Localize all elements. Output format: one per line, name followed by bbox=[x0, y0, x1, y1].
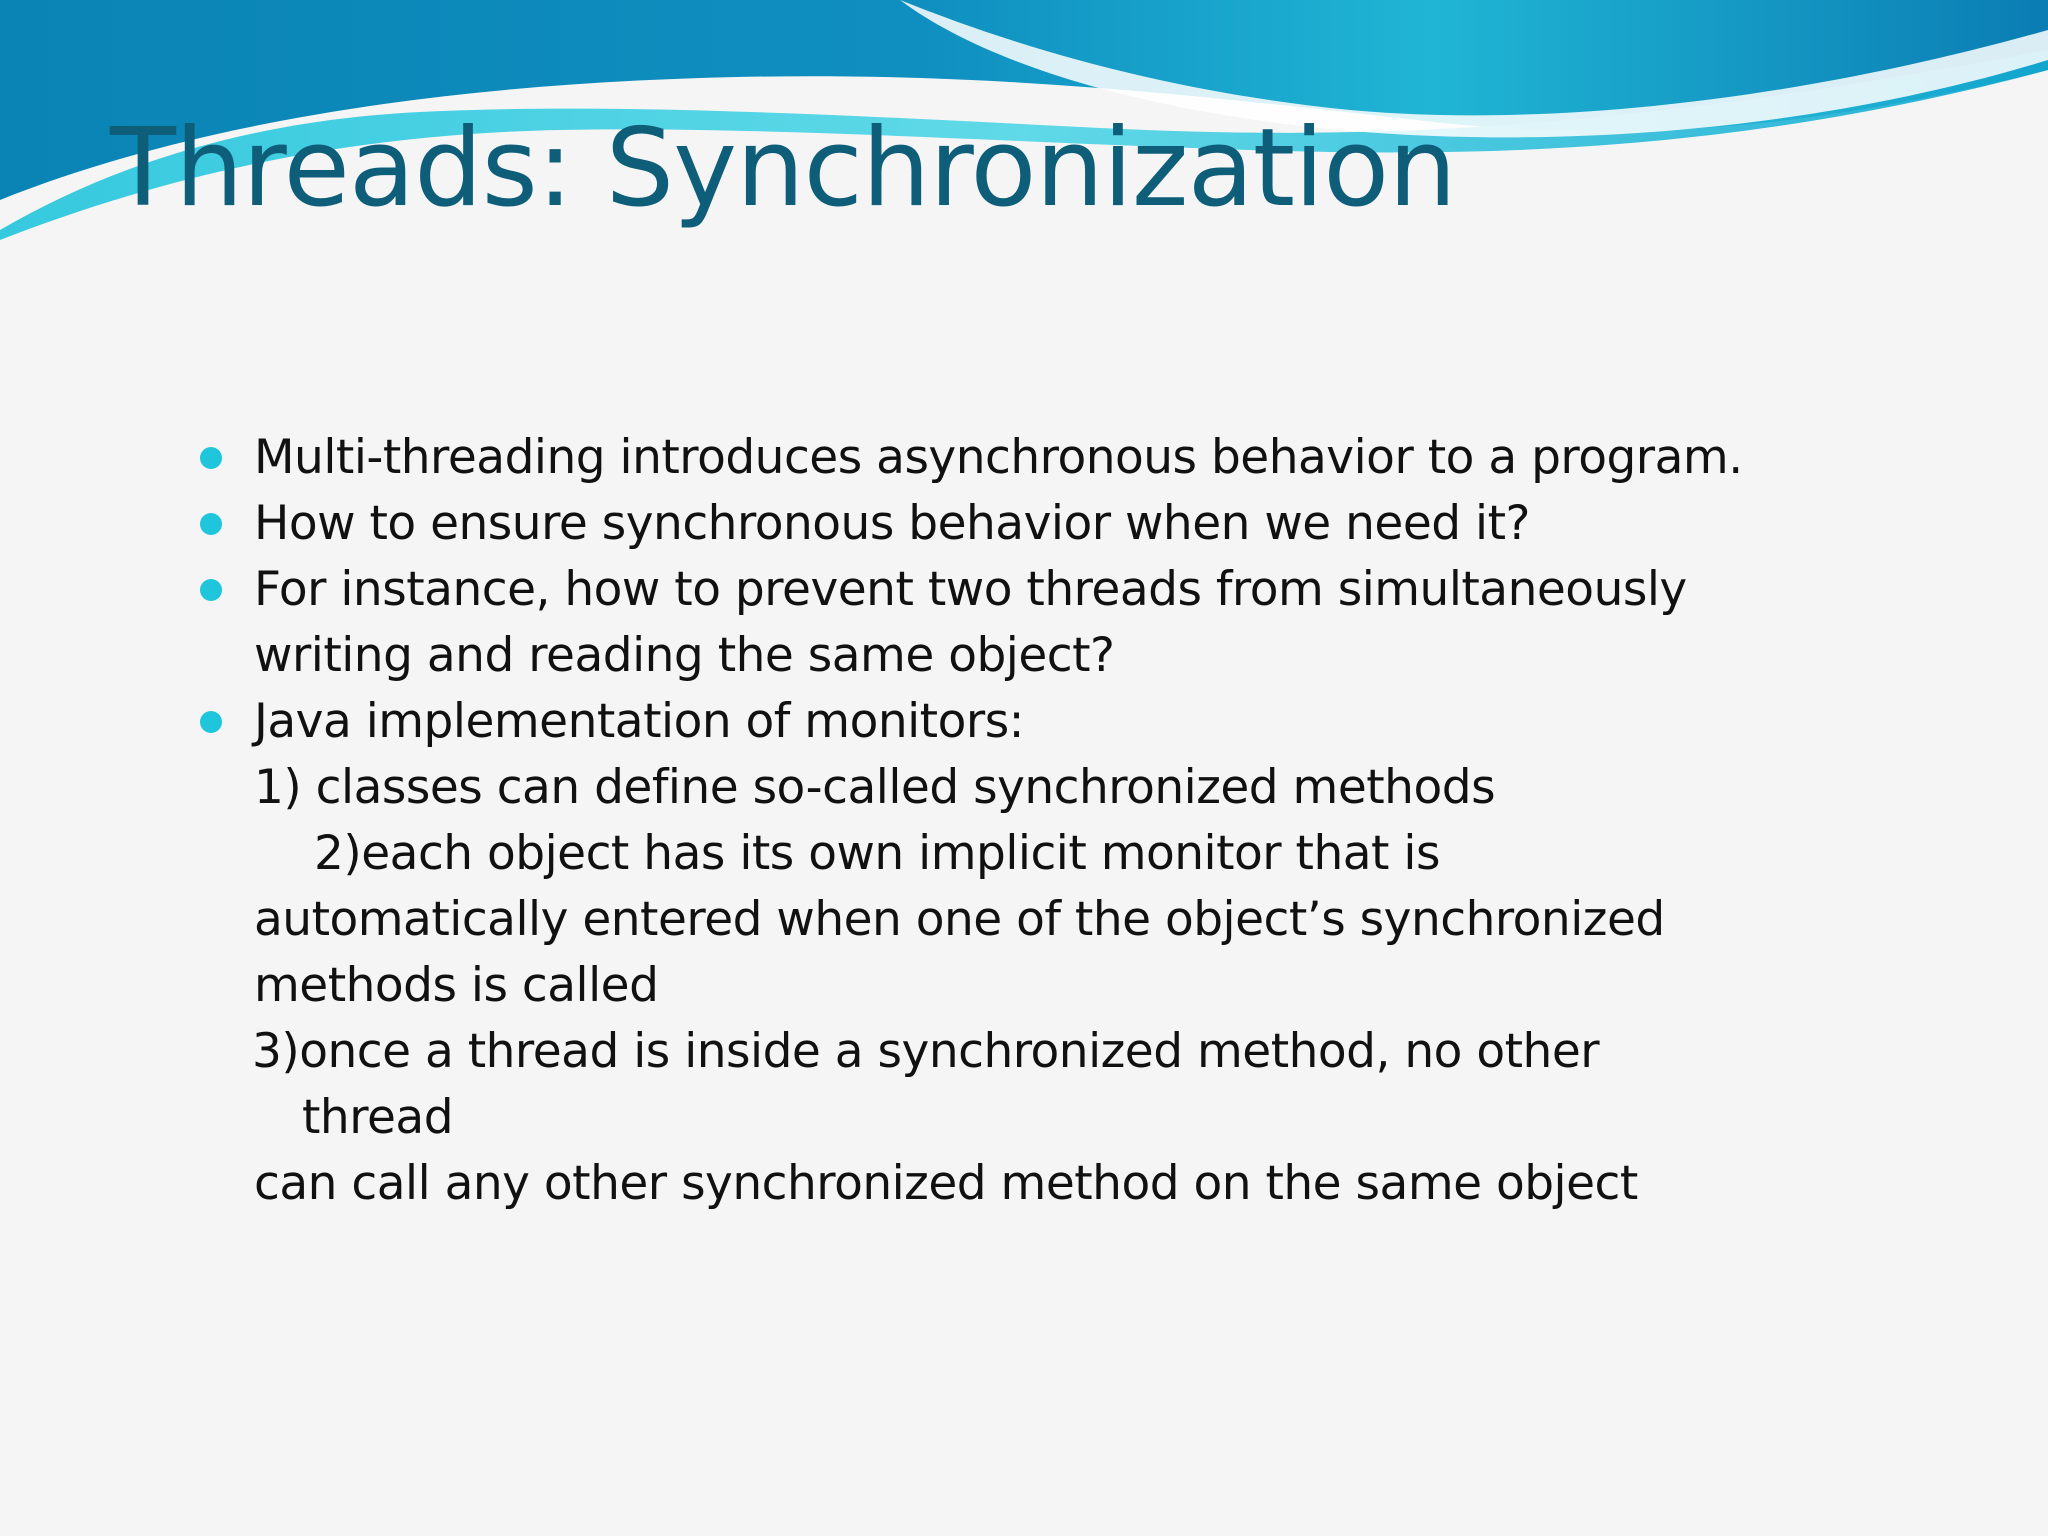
bullet-text-continued: writing and reading the same object? bbox=[254, 628, 1115, 683]
sub-line: thread bbox=[302, 1090, 454, 1145]
bullet-item bbox=[200, 557, 1850, 689]
bullet-dot-icon bbox=[200, 513, 222, 535]
bullet-item bbox=[200, 689, 1850, 755]
bullet-text: How to ensure synchronous behavior when we need it? bbox=[254, 496, 1530, 551]
sub-line: automatically entered when one of the object’s synchronized bbox=[254, 892, 1665, 947]
sub-line: 3)once a thread is inside a synchronized method, no other bbox=[252, 1024, 1600, 1079]
slide-title: Threads: Synchronization bbox=[110, 106, 1456, 231]
bullet-list bbox=[200, 425, 1850, 755]
bullet-dot-icon bbox=[200, 447, 222, 469]
bullet-dot-icon bbox=[200, 579, 222, 601]
sub-line: methods is called bbox=[254, 958, 659, 1013]
bullet-text: Java implementation of monitors: bbox=[254, 694, 1025, 749]
sub-line: 1) classes can define so-called synchronized methods bbox=[254, 760, 1496, 815]
sub-line: can call any other synchronized method on the same object bbox=[254, 1156, 1638, 1211]
slide-body bbox=[200, 425, 1850, 1217]
bullet-item bbox=[200, 491, 1850, 557]
bullet-dot-icon bbox=[200, 711, 222, 733]
bullet-text: Multi-threading introduces asynchronous behavior to a program. bbox=[254, 430, 1743, 485]
sub-line: 2)each object has its own implicit monitor that is bbox=[314, 826, 1440, 881]
bullet-item bbox=[200, 425, 1850, 491]
bullet-text: For instance, how to prevent two threads from simultaneously bbox=[254, 562, 1687, 617]
